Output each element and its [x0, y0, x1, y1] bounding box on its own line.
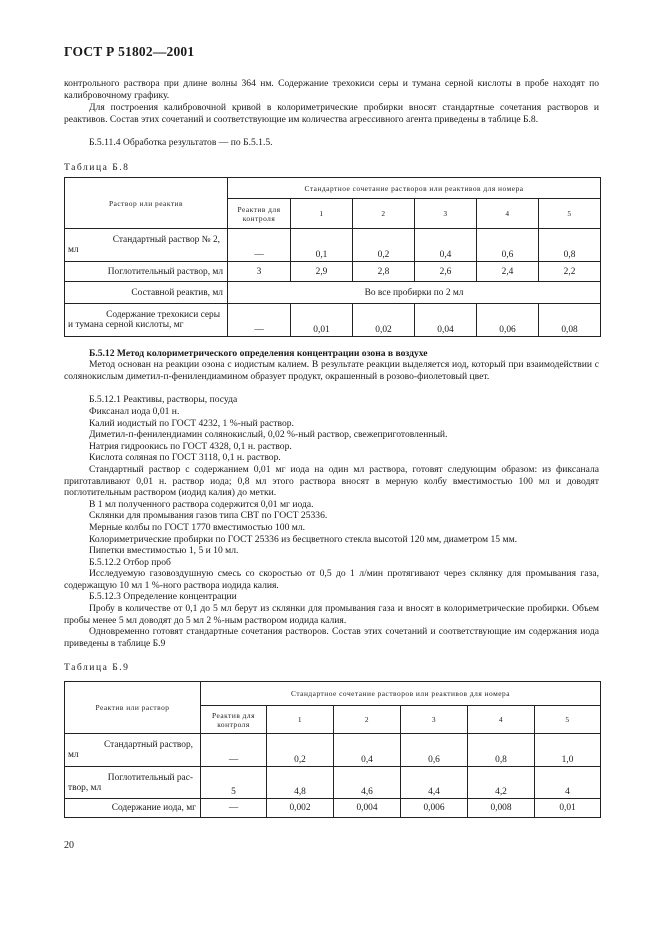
- table-cell: 0,04: [415, 304, 477, 337]
- row-label-line-2: твор, мл: [68, 782, 102, 793]
- table-b8-corner: Раствор или реактив: [65, 178, 228, 229]
- section-item-3: Б.5.12.3 Определение концентрации: [89, 591, 237, 602]
- table-b8-group-header: Стандартное сочетание растворов или реактивов для номера: [228, 178, 601, 199]
- intro-paragraph-3: Б.5.11.4 Обработка результатов — по Б.5.1.5.: [89, 137, 273, 148]
- table-cell: 0,01: [291, 304, 353, 337]
- table-cell: 0,02: [353, 304, 415, 337]
- row-label: [65, 767, 201, 799]
- table-b8-num-5: 5: [539, 199, 601, 229]
- row-label: [65, 304, 228, 337]
- section-paragraph-5: Одновременно готовят стандартные сочетания растворов. Состав этих сочетаний и соответствующие им содержания иода приведены в таблице Б.9: [64, 626, 599, 649]
- row-label: Поглотительный раствор, мл: [65, 262, 228, 282]
- table-b9-control-header: Реактив для контроля: [201, 706, 267, 734]
- table-cell: —: [201, 799, 267, 818]
- table-merged-cell: Во все пробирки по 2 мл: [228, 282, 601, 304]
- table-cell: 0,06: [477, 304, 539, 337]
- table-b8-num-4: 4: [477, 199, 539, 229]
- section-heading: Б.5.12 Метод колориметрического определения концентрации озона в воздухе: [89, 348, 428, 359]
- table-b9-num-4: 4: [468, 706, 535, 734]
- table-cell: 0,8: [539, 229, 601, 262]
- list-item: Диметил-п-фенилендиамин солянокислый, 0,02 %-ный раствор, свежеприготовленный.: [89, 429, 448, 440]
- section-paragraph-3: Исследуемую газовоздушную смесь со скоростью от 0,5 до 1 л/мин протягивают через склянку для промывания газа, содержащую 10 мл 1 %-ного раствора иодида калия.: [64, 568, 599, 591]
- table-b8-num-1: 1: [291, 199, 353, 229]
- row-label-line-1: Стандартный раствор,: [104, 740, 193, 750]
- table-b9-header-row: [65, 682, 601, 706]
- table-cell: 2,8: [353, 262, 415, 282]
- table-cell: 0,6: [401, 734, 468, 767]
- table-cell: 2,6: [415, 262, 477, 282]
- table-cell: 4,2: [468, 767, 535, 799]
- table-b9: [64, 681, 601, 818]
- table-cell: 0,6: [477, 229, 539, 262]
- list-item: Колориметрические пробирки по ГОСТ 25336 из бесцветного стекла высотой 120 мм, диаметром 15 мм.: [89, 534, 518, 545]
- table-cell: 0,2: [353, 229, 415, 262]
- row-label-line-1: Стандартный раствор № 2,: [112, 235, 220, 245]
- table-b8-num-3: 3: [415, 199, 477, 229]
- row-label: [65, 734, 201, 767]
- section-paragraph-4: Пробу в количестве от 0,1 до 5 мл берут из склянки для промывания газа и вносят в колориметрические пробирки. Объем пробы менее 5 мл доводят до 5 мл 2 %-ным раствором иодида калия.: [64, 603, 599, 626]
- table-cell: 2,4: [477, 262, 539, 282]
- table-b8-header-row: [65, 178, 601, 199]
- document-header: ГОСТ Р 51802—2001: [64, 44, 195, 59]
- table-row: [65, 282, 601, 304]
- table-cell: 0,1: [291, 229, 353, 262]
- table-b8: [64, 177, 601, 337]
- row-label-line-1: Поглотительный рас-: [107, 772, 193, 783]
- table-cell: 4: [535, 767, 601, 799]
- table-cell: 0,4: [334, 734, 401, 767]
- table-cell: 0,002: [267, 799, 334, 818]
- table-cell: 0,008: [468, 799, 535, 818]
- table-cell: 0,8: [468, 734, 535, 767]
- list-item: Фиксанал иода 0,01 н.: [89, 406, 180, 417]
- table-b8-caption: Таблица Б.8: [64, 162, 130, 173]
- table-cell: —: [201, 734, 267, 767]
- table-cell: 2,9: [291, 262, 353, 282]
- table-b9-num-1: 1: [267, 706, 334, 734]
- row-label: Содержание иода, мг: [65, 799, 201, 818]
- table-cell: —: [228, 229, 291, 262]
- table-cell: 0,006: [401, 799, 468, 818]
- list-item: Натрия гидроокись по ГОСТ 4328, 0,1 н. раствор.: [89, 441, 292, 452]
- table-b8-num-2: 2: [353, 199, 415, 229]
- row-label: [65, 229, 228, 262]
- table-cell: 0,01: [535, 799, 601, 818]
- table-cell: 1,0: [535, 734, 601, 767]
- list-item: Мерные колбы по ГОСТ 1770 вместимостью 100 мл.: [89, 522, 306, 533]
- table-cell: 4,4: [401, 767, 468, 799]
- table-b9-group-header: Стандартное сочетание растворов или реактивов для номера: [201, 682, 601, 706]
- table-b9-caption: Таблица Б.9: [64, 662, 130, 673]
- table-cell: 0,004: [334, 799, 401, 818]
- table-row: [65, 799, 601, 818]
- section-paragraph-2: Стандартный раствор с содержанием 0,01 мг иода на один мл раствора, готовят следующим образом: из фиксанала приготавливают 0,01 н. раствор иода; 0,8 мл этого раствора вносят в мерную колбу вместимостью 100 мл и доводят поглотительным раствором (иодид калия) до метки.: [64, 464, 599, 499]
- list-item: Кислота соляная по ГОСТ 3118, 0,1 н. раствор.: [89, 452, 281, 463]
- row-label-line-2: мл: [68, 245, 79, 255]
- row-label-line-2: мл: [68, 750, 79, 760]
- table-row: [65, 767, 601, 799]
- list-item: Пипетки вместимостью 1, 5 и 10 мл.: [89, 545, 239, 556]
- table-row: [65, 262, 601, 282]
- table-b9-num-2: 2: [334, 706, 401, 734]
- table-cell: 2,2: [539, 262, 601, 282]
- intro-paragraph-2: Для построения калибровочной кривой в колориметрические пробирки вносят стандартные сочетания растворов и реактивов. Состав этих сочетаний и соответствующие им количества агрессивного агента приведены в таблице Б.8.: [64, 102, 599, 125]
- table-b8-control-header: Реактив для контроля: [228, 199, 291, 229]
- row-label: Составной реактив, мл: [65, 282, 228, 304]
- list-item: Б.5.12.2 Отбор проб: [89, 557, 171, 568]
- list-item: Калий иодистый по ГОСТ 4232, 1 %-ный раствор.: [89, 418, 294, 429]
- list-item: Б.5.12.1 Реактивы, растворы, посуда: [89, 394, 238, 405]
- table-cell: 5: [201, 767, 267, 799]
- section-paragraph-1: Метод основан на реакции озона с иодистым калием. В результате реакции выделяется иод, который при взаимодействии с солянокислым диметил-п-фенилендиамином образует продукт, окрашенный в розово-фиолетовый цвет.: [64, 359, 599, 382]
- row-label-line-1: Содержание трехокиси серы: [106, 310, 220, 320]
- table-cell: 0,4: [415, 229, 477, 262]
- table-cell: 0,2: [267, 734, 334, 767]
- table-cell: 4,6: [334, 767, 401, 799]
- table-cell: 0,08: [539, 304, 601, 337]
- row-label-line-2: и тумана серной кислоты, мг: [68, 320, 184, 330]
- list-item: В 1 мл полученного раствора содержится 0,01 мг иода.: [89, 499, 314, 510]
- page-number: 20: [64, 840, 74, 851]
- intro-paragraph-1: контрольного раствора при длине волны 364 нм. Содержание трехокиси серы и тумана серной кислоты в пробе находят по калибровочному графику.: [64, 78, 599, 101]
- table-row: [65, 304, 601, 337]
- table-b9-corner: Реактив или раствор: [65, 682, 201, 734]
- table-cell: 3: [228, 262, 291, 282]
- list-item: Склянки для промывания газов типа СВТ по ГОСТ 25336.: [89, 510, 328, 521]
- table-cell: 4,8: [267, 767, 334, 799]
- table-cell: —: [228, 304, 291, 337]
- table-row: [65, 229, 601, 262]
- table-b9-num-3: 3: [401, 706, 468, 734]
- table-row: [65, 734, 601, 767]
- table-b9-num-5: 5: [535, 706, 601, 734]
